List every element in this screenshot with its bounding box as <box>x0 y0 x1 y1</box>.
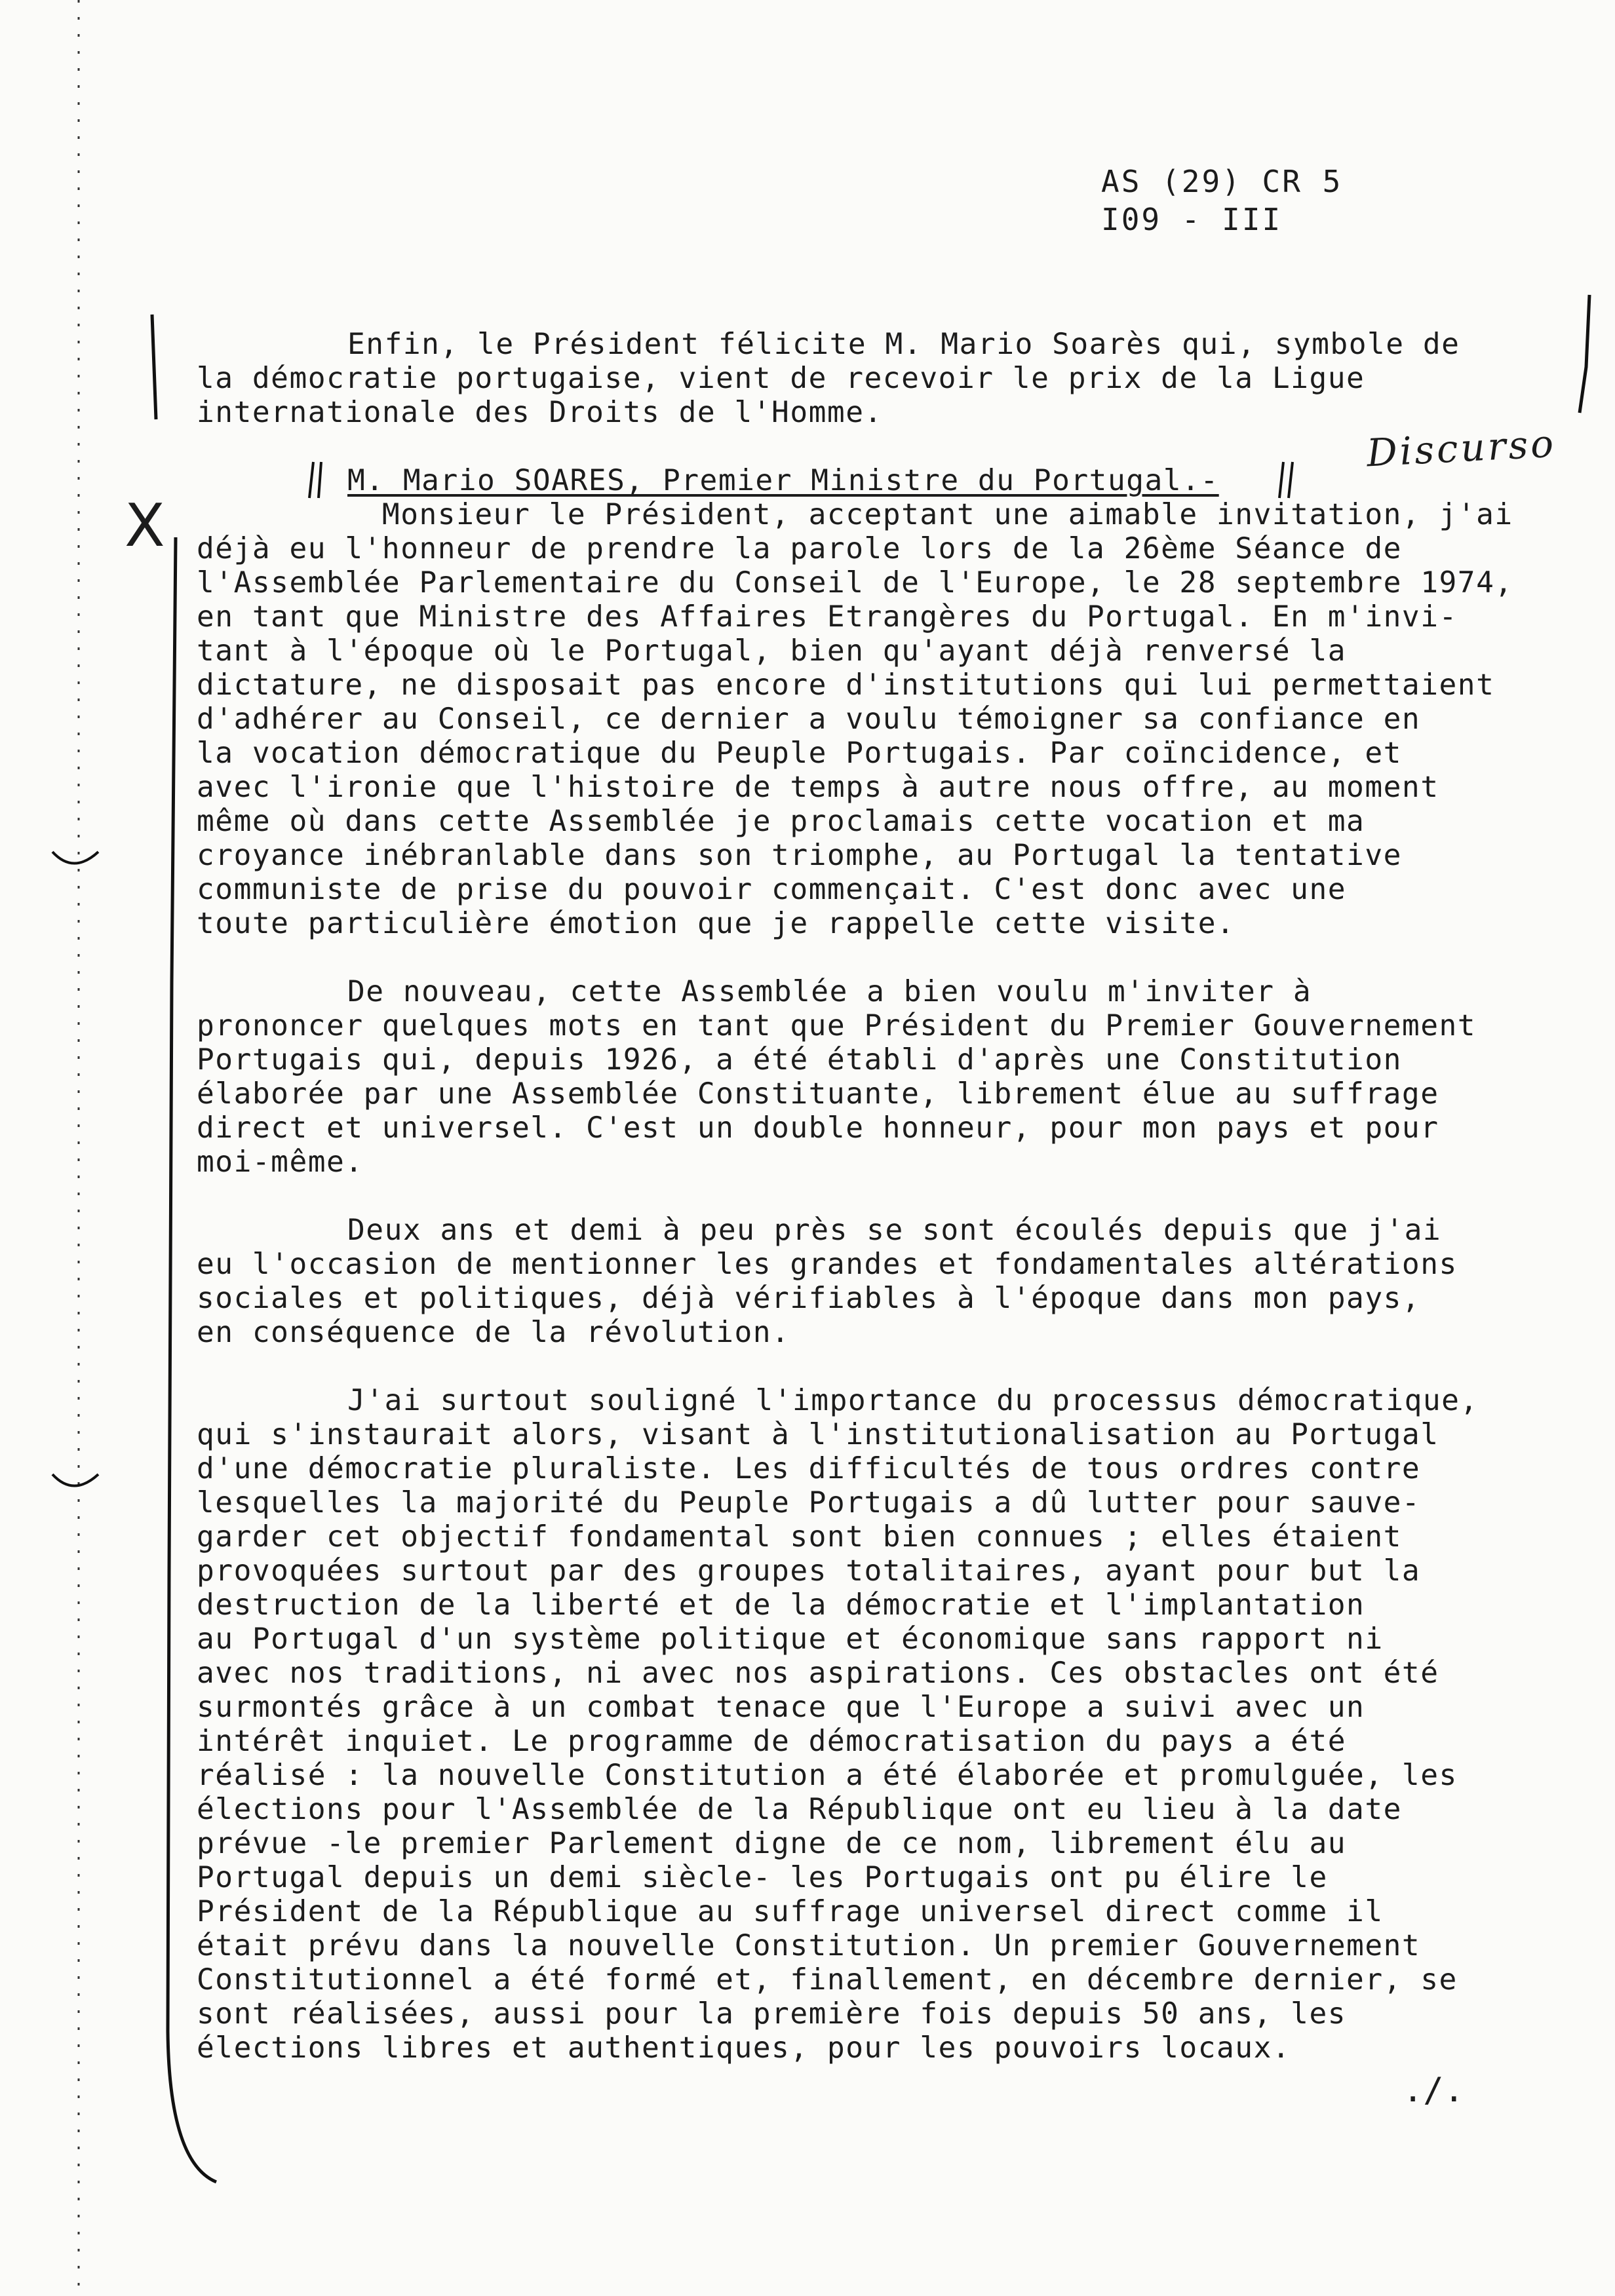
paragraph <box>197 1214 1580 1350</box>
text-line: Portugal depuis un demi siècle- les Portugais ont pu élire le <box>197 1861 1328 1894</box>
text-line: J'ai surtout souligné l'importance du processus démocratique, <box>347 1384 1479 1417</box>
text-line: garder cet objectif fondamental sont bien connues ; elles étaient <box>197 1520 1402 1554</box>
text-line: direct et universel. C'est un double honneur, pour mon pays et pour <box>197 1111 1439 1145</box>
handwritten-note: Discurso <box>1365 421 1557 476</box>
text-line: destruction de la liberté et de la démocratie et l'implantation <box>197 1588 1365 1622</box>
text-line: surmontés grâce à un combat tenace que l'Europe a suivi avec un <box>197 1691 1365 1724</box>
text-line: réalisé : la nouvelle Constitution a été élaborée et promulguée, les <box>197 1759 1458 1792</box>
text-line: moi-même. <box>197 1145 364 1179</box>
paragraph <box>197 464 1580 941</box>
text-line: avec nos traditions, ni avec nos aspirations. Ces obstacles ont été <box>197 1656 1439 1690</box>
text-line: dictature, ne disposait pas encore d'institutions qui lui permettaient <box>197 668 1495 702</box>
text-line: sociales et politiques, déjà vérifiables à l'époque dans mon pays, <box>197 1282 1421 1315</box>
text-line: en tant que Ministre des Affaires Etrangères du Portugal. En m'invi- <box>197 600 1458 634</box>
speaker-name: M. Mario SOARES, Premier Ministre du Portugal.- <box>347 464 1219 497</box>
speaker-line <box>197 464 1580 498</box>
text-line: croyance inébranlable dans son triomphe, au Portugal la tentative <box>197 839 1402 872</box>
text-line: provoquées surtout par des groupes totalitaires, ayant pour but la <box>197 1554 1421 1588</box>
text-line: communiste de prise du pouvoir commençait. C'est donc avec une <box>197 873 1347 906</box>
paragraph <box>197 328 1580 430</box>
bracket-right <box>1580 295 1589 413</box>
text-line: la démocratie portugaise, vient de recevoir le prix de la Ligue <box>197 362 1365 395</box>
text-line: internationale des Droits de l'Homme. <box>197 396 883 429</box>
text-line: avec l'ironie que l'histoire de temps à autre nous offre, au moment <box>197 771 1439 804</box>
margin-x-mark: X <box>125 491 165 560</box>
text-line: Constitutionnel a été formé et, finallement, en décembre dernier, se <box>197 1963 1458 1997</box>
text-line: d'une démocratie pluraliste. Les difficultés de tous ordres contre <box>197 1452 1421 1485</box>
text-line: en conséquence de la révolution. <box>197 1316 790 1349</box>
text-line: qui s'instaurait alors, visant à l'institutionalisation au Portugal <box>197 1418 1439 1451</box>
text-line: sont réalisées, aussi pour la première fois depuis 50 ans, les <box>197 1997 1347 2031</box>
margin-tick-mark <box>52 852 98 864</box>
text-line: l'Assemblée Parlementaire du Conseil de l'Europe, le 28 septembre 1974, <box>197 566 1513 600</box>
paragraph <box>197 975 1580 1179</box>
margin-tick-mark <box>52 1474 98 1486</box>
text-line: la vocation démocratique du Peuple Portugais. Par coïncidence, et <box>197 737 1402 770</box>
document-body <box>197 328 1580 2099</box>
bracket-top-left <box>152 315 156 419</box>
text-line: Enfin, le Président félicite M. Mario Soarès qui, symbole de <box>347 328 1460 361</box>
text-line: prévue -le premier Parlement digne de ce nom, librement élu au <box>197 1827 1347 1860</box>
text-line: De nouveau, cette Assemblée a bien voulu m'inviter à <box>347 975 1312 1008</box>
text-line: élaborée par une Assemblée Constituante, librement élue au suffrage <box>197 1077 1439 1111</box>
paragraph <box>197 1384 1580 2065</box>
text-line: intérêt inquiet. Le programme de démocratisation du pays a été <box>197 1725 1347 1758</box>
continuation-mark: ./. <box>1403 2071 1464 2110</box>
text-line: déjà eu l'honneur de prendre la parole lors de la 26ème Séance de <box>197 532 1402 565</box>
text-line: même où dans cette Assemblée je proclamais cette vocation et ma <box>197 805 1365 838</box>
text-line: Monsieur le Président, acceptant une aimable invitation, j'ai <box>197 498 1513 531</box>
text-line: élections libres et authentiques, pour les pouvoirs locaux. <box>197 2031 1291 2065</box>
text-line: tant à l'époque où le Portugal, bien qu'ayant déjà renversé la <box>197 634 1347 668</box>
text-line: Portugais qui, depuis 1926, a été établi d'après une Constitution <box>197 1043 1402 1077</box>
document-reference <box>1101 163 1342 239</box>
text-line: Président de la République au suffrage universel direct comme il <box>197 1895 1384 1928</box>
text-line: d'adhérer au Conseil, ce dernier a voulu témoigner sa confiance en <box>197 702 1421 736</box>
text-line: eu l'occasion de mentionner les grandes et fondamentales altérations <box>197 1248 1458 1281</box>
text-line: lesquelles la majorité du Peuple Portugais a dû lutter pour sauve- <box>197 1486 1421 1520</box>
reference-line: AS (29) CR 5 <box>1101 164 1343 199</box>
text-line: élections pour l'Assemblée de la République ont eu lieu à la date <box>197 1793 1402 1826</box>
text-line: toute particulière émotion que je rappelle cette visite. <box>197 907 1236 940</box>
text-line: prononcer quelques mots en tant que Président du Premier Gouvernement <box>197 1009 1477 1043</box>
text-line: Deux ans et demi à peu près se sont écoulés depuis que j'ai <box>347 1214 1442 1247</box>
text-line: au Portugal d'un système politique et économique sans rapport ni <box>197 1622 1384 1656</box>
reference-line: I09 - III <box>1101 202 1283 237</box>
text-line: était prévu dans la nouvelle Constitution. Un premier Gouvernement <box>197 1929 1421 1962</box>
